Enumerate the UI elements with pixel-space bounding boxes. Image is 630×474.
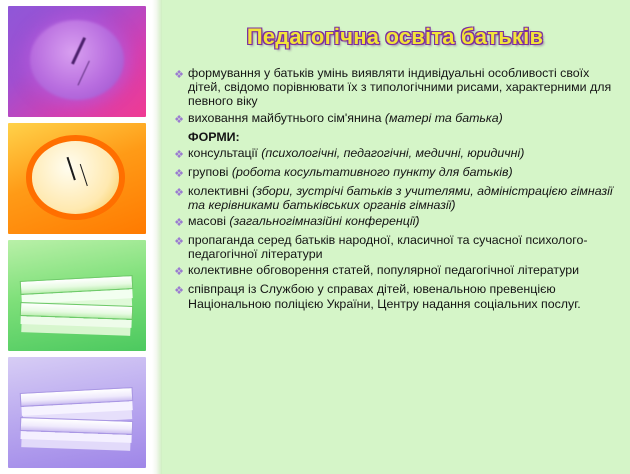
diamond-bullet-icon: ❖ bbox=[174, 266, 184, 279]
purple-wall-clock-photo bbox=[8, 6, 146, 117]
list-item bbox=[170, 66, 620, 109]
column-divider bbox=[152, 0, 162, 474]
list-item-text: виховання майбутнього сім'янина (матері та батька) bbox=[188, 110, 503, 125]
list-item-text: колективне обговорення статей, популярної педагогічної літератури bbox=[188, 263, 580, 278]
diamond-bullet-icon: ❖ bbox=[174, 167, 184, 180]
list-item bbox=[170, 214, 620, 231]
list-item-text: консультації (психологічні, педагогічні, медичні, юридичні) bbox=[188, 145, 525, 160]
diamond-bullet-icon: ❖ bbox=[174, 236, 184, 249]
green-paper-stack-photo bbox=[8, 240, 146, 351]
list-item-text: співпраця із Службою у справах дітей, ювенальною превенцією Національною поліцією України, Центру надання соціальних послуг. bbox=[188, 282, 581, 311]
bullet-list bbox=[170, 66, 620, 313]
orange-alarm-clock-photo bbox=[8, 123, 146, 234]
list-item-text: колективні (збори, зустрічі батьків з учителями, адміністрацією гімназії та керівниками батьківських органів гімназії) bbox=[188, 183, 613, 212]
list-item bbox=[170, 263, 620, 280]
diamond-bullet-icon: ❖ bbox=[174, 113, 184, 126]
list-item bbox=[170, 165, 620, 182]
list-item-text: масові (загальногімназійні конференції) bbox=[188, 214, 420, 229]
diamond-bullet-icon: ❖ bbox=[174, 69, 184, 81]
list-item bbox=[170, 233, 620, 261]
list-item-text: формування у батьків умінь виявляти індивідуальні особливості своїх дітей, свідомо порівнювати їх з типологічними рисами, характерними для певного віку bbox=[188, 66, 612, 109]
list-item bbox=[170, 282, 620, 310]
list-item bbox=[170, 111, 620, 128]
list-item bbox=[170, 146, 620, 163]
list-item-text: групові (робота косультативного пункту для батьків) bbox=[188, 164, 513, 179]
list-item-text: пропаганда серед батьків народної, класичної та сучасної психолого-педагогічної літератури bbox=[188, 233, 588, 262]
section-label-forms: ФОРМИ: bbox=[188, 129, 240, 144]
page-title: Педагогічна освіта батьків bbox=[246, 24, 544, 49]
diamond-bullet-icon: ❖ bbox=[174, 186, 184, 199]
list-item bbox=[170, 184, 620, 212]
diamond-bullet-icon: ❖ bbox=[174, 217, 184, 230]
diamond-bullet-icon: ❖ bbox=[174, 148, 184, 161]
image-column bbox=[0, 0, 152, 474]
diamond-bullet-icon: ❖ bbox=[174, 285, 184, 298]
violet-paper-stack-photo bbox=[8, 357, 146, 468]
slide-content bbox=[162, 0, 630, 474]
